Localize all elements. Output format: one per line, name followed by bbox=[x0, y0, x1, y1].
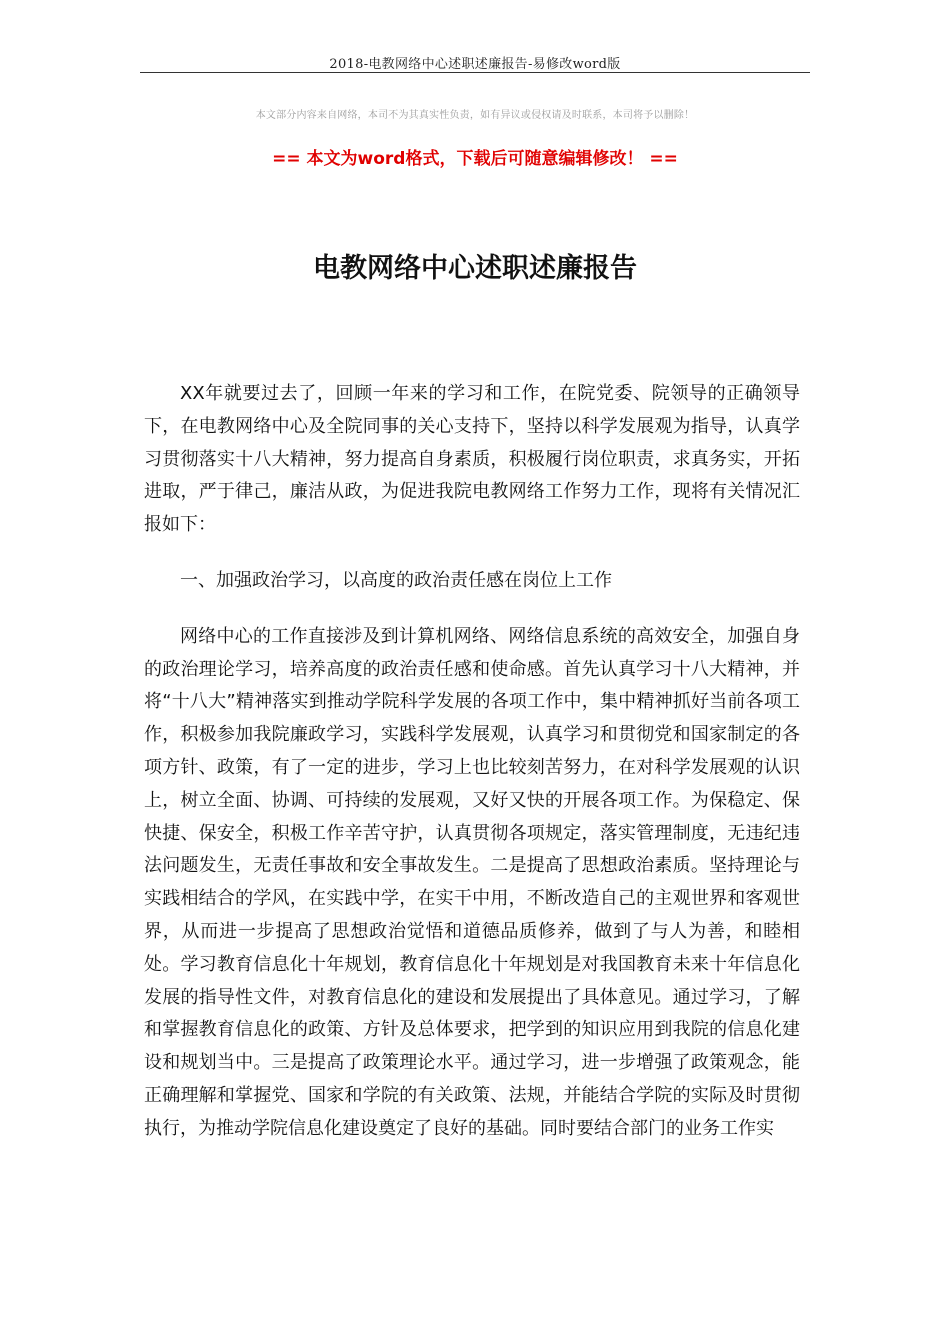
document-body bbox=[144, 378, 800, 1146]
section-heading: 一、加强政治学习，以高度的政治责任感在岗位上工作 bbox=[180, 569, 612, 591]
paragraph-spacer bbox=[144, 542, 800, 565]
intro-paragraph: XX年就要过去了，回顾一年来的学习和工作，在院党委、院领导的正确领导下，在电教网络中心及全院同事的关心支持下，坚持以科学发展观为指导，认真学习贯彻落实十八大精神，努力提高自身素质，积极履行岗位职责，求真务实，开拓进取，严于律己，廉洁从政，为促进我院电教网络工作努力工作，现将有关情况汇报如下： bbox=[144, 383, 800, 536]
disclaimer-text: 本文部分内容来自网络，本司不为其真实性负责，如有异议或侵权请及时联系，本司将予以删除！ bbox=[255, 110, 695, 121]
document-title: 电教网络中心述职述廉报告 bbox=[313, 253, 637, 284]
header-rule bbox=[140, 72, 810, 73]
page-header: 2018-电教网络中心述职述廉报告-易修改word版 bbox=[329, 57, 621, 72]
format-notice: == 本文为word格式，下载后可随意编辑修改！ == bbox=[272, 149, 678, 169]
section-paragraph: 网络中心的工作直接涉及到计算机网络、网络信息系统的高效安全，加强自身的政治理论学习，培养高度的政治责任感和使命感。首先认真学习十八大精神，并将“十八大”精神落实到推动学院科学发展的各项工作中，集中精神抓好当前各项工作，积极参加我院廉政学习，实践科学发展观，认真学习和贯彻党和国家制定的各项方针、政策，有了一定的进步，学习上也比较刻苦努力，在对科学发展观的认识上，树立全面、协调、可持续的发展观，又好又快的开展各项工作。为保稳定、保快捷、保安全，积极工作辛苦守护，认真贯彻各项规定，落实管理制度，无违纪违法问题发生，无责任事故和安全事故发生。二是提高了思想政治素质。坚持理论与实践相结合的学风，在实践中学，在实干中用，不断改造自己的主观世界和客观世界，从而进一步提高了思想政治觉悟和道德品质修养，做到了与人为善，和睦相处。学习教育信息化十年规划，教育信息化十年规划是对我国教育未来十年信息化发展的指导性文件，对教育信息化的建设和发展提出了具体意见。通过学习，了解和掌握教育信息化的政策、方针及总体要求，把学到的知识应用到我院的信息化建设和规划当中。三是提高了政策理论水平。通过学习，进一步增强了政策观念，能正确理解和掌握党、国家和学院的有关政策、法规，并能结合学院的实际及时贯彻执行，为推动学院信息化建设奠定了良好的基础。同时要结合部门的业务工作实 bbox=[144, 625, 800, 1139]
paragraph-spacer bbox=[144, 598, 800, 621]
